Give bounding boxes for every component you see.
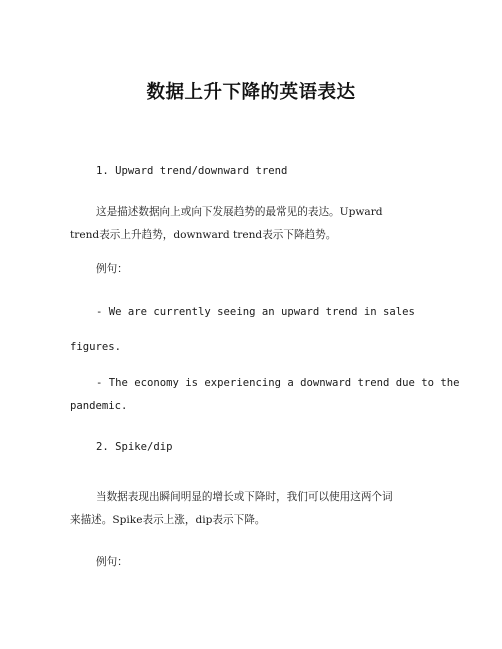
paragraph-line: trend表示上升趋势，downward trend表示下降趋势。: [70, 229, 337, 241]
example-sentence-line: - The economy is experiencing a downward trend due to the: [96, 377, 460, 389]
paragraph-line: 这是描述数据向上或向下发展趋势的最常见的表达。Upward: [96, 206, 383, 218]
document-title: 数据上升下降的英语表达: [146, 82, 356, 103]
section-heading-1: 1. Upward trend/downward trend: [96, 165, 288, 177]
paragraph-line: 当数据表现出瞬间明显的增长或下降时，我们可以使用这两个词: [96, 491, 393, 503]
paragraph-line: 来描述。Spike表示上涨，dip表示下降。: [70, 514, 266, 526]
example-sentence-line: - We are currently seeing an upward trend in sales: [96, 306, 415, 318]
example-label: 例句：: [96, 263, 128, 275]
example-sentence-line: pandemic.: [70, 400, 128, 412]
example-label: 例句：: [96, 556, 128, 568]
section-heading-2: 2. Spike/dip: [96, 441, 173, 453]
example-sentence-line: figures.: [70, 341, 122, 353]
